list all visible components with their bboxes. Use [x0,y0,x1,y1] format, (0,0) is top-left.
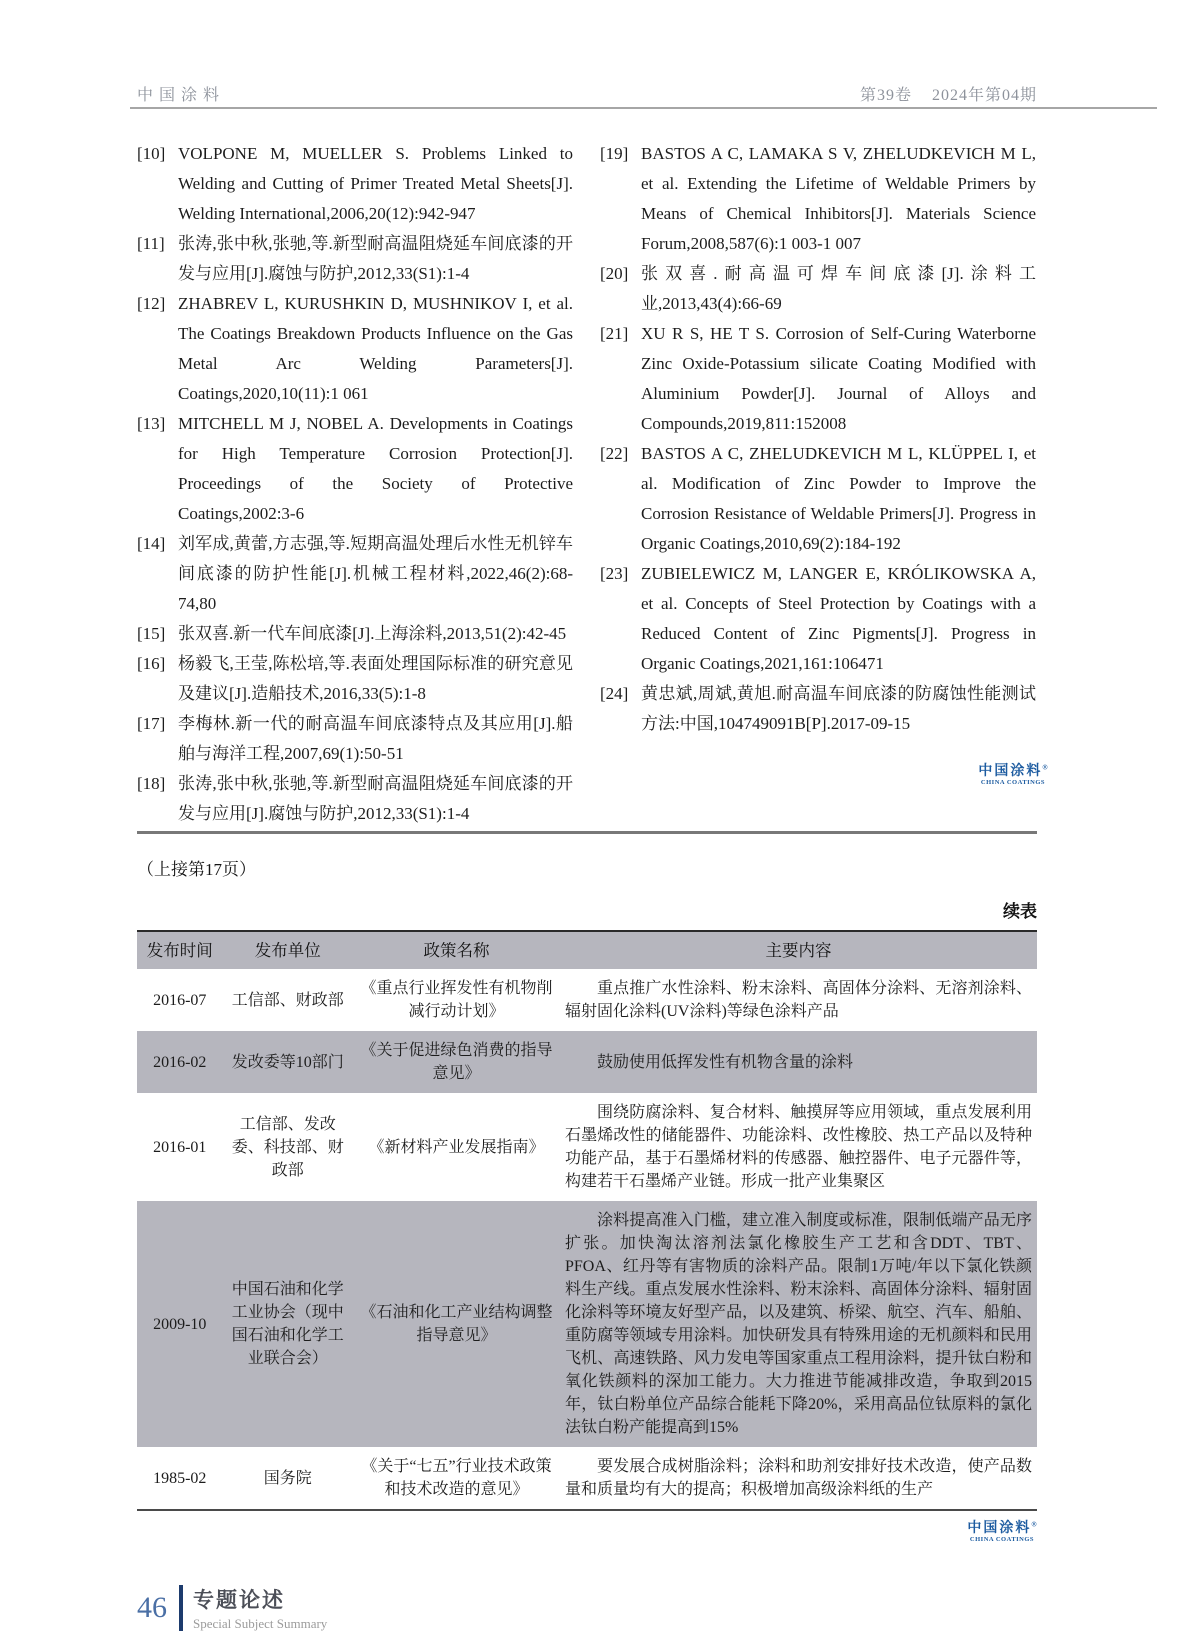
reference-item [600,139,1036,259]
reference-item [137,769,573,829]
trademark-mark: ® [1031,1520,1037,1529]
cell-policy: 《石油和化工产业结构调整指导意见》 [353,1201,560,1447]
reference-text: BASTOS A C, LAMAKA S V, ZHELUDKEVICH M L, et al. Extending the Lifetime of Weldable Primers by Means of Chemical Inhibitors[J]. Materials Science Forum,2008,587(6):1 003-1 007 [641,144,1036,253]
reference-number: [22] [600,444,629,463]
reference-number: [20] [600,264,629,283]
reference-list [137,139,1037,829]
cell-policy: 《重点行业挥发性有机物削减行动计划》 [360,980,553,1020]
reference-item [137,229,573,289]
reference-item [137,409,573,529]
reference-text: VOLPONE M, MUELLER S. Problems Linked to Welding and Cutting of Primer Treated Metal Sheets[J]. Welding International,2006,20(12):942-947 [178,144,573,223]
reference-item [137,709,573,769]
reference-item [600,439,1036,559]
reference-text: 张涛,张中秋,张驰,等.新型耐高温阻烧延车间底漆的开发与应用[J].腐蚀与防护,2012,33(S1):1-4 [178,774,573,823]
cell-policy: 《关于促进绿色消费的指导意见》 [353,1031,560,1093]
cell-org: 发改委等10部门 [223,1031,354,1093]
section-title-en: Special Subject Summary [193,1615,328,1631]
section-title-cn: 专题论述 [193,1588,285,1612]
continued-table-section [137,831,1037,1632]
reference-text: 刘军成,黄蕾,方志强,等.短期高温处理后水性无机锌车间底漆的防护性能[J].机械工程材料,2022,46(2):68-74,80 [178,534,573,613]
reference-text: 张双喜.耐高温可焊车间底漆[J].涂料工业,2013,43(4):66-69 [641,264,1036,313]
reference-text: BASTOS A C, ZHELUDKEVICH M L, KLÜPPEL I, et al. Modification of Zinc Powder to Improve the Corrosion Resistance of Weldable Primers[J]. Progress in Organic Coatings,2010,69(2):184-192 [641,444,1036,553]
page-header [137,82,1037,105]
china-coatings-logo [967,1521,1037,1544]
reference-item [600,559,1036,679]
reference-text: MITCHELL M J, NOBEL A. Developments in Coatings for High Temperature Corrosion Protection[J]. Proceedings of the Society of Protective Coatings,2002:3-6 [178,414,573,523]
cell-org: 工信部、财政部 [231,991,344,1009]
reference-item [137,139,573,229]
reference-item [137,529,573,619]
reference-text: ZUBIELEWICZ M, LANGER E, KRÓLIKOWSKA A, et al. Concepts of Steel Protection by Coatings with a Reduced Content of Zinc Pigments[J]. Progress in Organic Coatings,2021,161:106471 [641,564,1036,673]
cell-policy: 《新材料产业发展指南》 [368,1138,545,1156]
reference-number: [19] [600,144,629,163]
cell-policy: 《关于“七五”行业技术政策和技术改造的意见》 [361,1458,552,1498]
reference-item [600,679,1036,739]
reference-number: [23] [600,564,629,583]
cell-date: 2016-02 [137,1031,223,1093]
logo-cn-text: 中国涂料® [978,763,1048,779]
reference-item [137,649,573,709]
reference-number: [13] [137,414,166,433]
volume-label: 第39卷 [859,87,912,104]
logo-cn-text: 中国涂料® [967,1520,1037,1536]
table-row [137,1447,1037,1510]
continuation-note: （上接第17页） [137,860,256,879]
reference-number: [18] [137,774,166,793]
reference-number: [10] [137,144,166,163]
column-header-date: 发布时间 [137,931,223,969]
footer-divider-bar [179,1585,183,1631]
page-footer [137,1584,1037,1632]
reference-text: XU R S, HE T S. Corrosion of Self-Curing Waterborne Zinc Oxide-Potassium silicate Coating Modified with Aluminium Powder[J]. Journal of Alloys and Compounds,2019,811:152008 [641,324,1036,433]
continued-table-label: 续表 [1003,902,1037,921]
reference-number: [15] [137,624,166,643]
reference-item [137,619,573,649]
cell-date: 2009-10 [137,1201,223,1447]
column-header-content: 主要内容 [560,931,1037,969]
reference-text: 杨毅飞,王莹,陈松培,等.表面处理国际标准的研究意见及建议[J].造船技术,2016,33(5):1-8 [178,654,573,703]
cell-content: 要发展合成树脂涂料；涂料和助剂安排好技术改造，使产品数量和质量均有大的提高；积极增加高级涂料纸的生产 [565,1458,1032,1498]
page-number: 46 [137,1590,167,1624]
table-row [137,1093,1037,1201]
cell-content: 涂料提高准入门槛，建立准入制度或标准，限制低端产品无序扩张。加快淘汰溶剂法氯化橡胶生产工艺和含DDT、TBT、PFOA、红丹等有害物质的涂料产品。限制1万吨/年以下氯化铁颜料生产线。重点发展水性涂料、粉末涂料、高固体分涂料、辐射固化涂料等环境友好型产品，以及建筑、桥梁、航空、汽车、船舶、重防腐等领域专用涂料。加快研发具有特殊用途的无机颜料和民用飞机、高速铁路、风力发电等国家重点工程用涂料，提升钛白粉和氧化铁颜料的深加工能力。大力推进节能减排改造，争取到2015年，钛白粉单位产品综合能耗下降20%，采用高品位钛原料的氯化法钛白粉产能提高到15% [560,1201,1037,1447]
issue-label: 2024年第04期 [931,87,1037,104]
table-row [137,969,1037,1031]
logo-en-text: CHINA COATINGS [969,1536,1035,1544]
column-header-policy: 政策名称 [353,931,560,969]
reference-number: [14] [137,534,166,553]
reference-number: [24] [600,684,629,703]
column-header-org: 发布单位 [223,931,354,969]
section-title-block [193,1584,327,1632]
table-header-row [137,931,1037,969]
trademark-mark: ® [1042,763,1048,772]
journal-name: 中国涂料 [137,87,226,104]
reference-text: 黄忠斌,周斌,黄旭.耐高温车间底漆的防腐蚀性能测试方法:中国,104749091B[P].2017-09-15 [641,684,1036,733]
cell-org: 工信部、发改委、科技部、财政部 [231,1115,344,1179]
cell-date: 2016-01 [153,1138,207,1156]
table-row [137,1201,1037,1447]
cell-org: 中国石油和化学工业协会（现中国石油和化学工业联合会） [223,1201,354,1447]
cell-content: 围绕防腐涂料、复合材料、触摸屏等应用领域，重点发展利用石墨烯改性的储能器件、功能涂料、改性橡胶、热工产品以及特种功能产品，基于石墨烯材料的传感器、触控器件、电子元器件等，构建若干石墨烯产业链。形成一批产业集聚区 [565,1104,1032,1190]
reference-number: [11] [137,234,165,253]
logo-en-text: CHINA COATINGS [980,779,1046,787]
reference-number: [16] [137,654,166,673]
reference-number: [21] [600,324,629,343]
reference-column-right [600,139,1036,829]
cell-content: 重点推广水性涂料、粉末涂料、高固体分涂料、无溶剂涂料、辐射固化涂料(UV涂料)等绿色涂料产品 [565,980,1032,1020]
header-rule [130,107,1157,109]
policy-table [137,930,1037,1511]
cell-date: 2016-07 [153,991,207,1009]
china-coatings-logo [978,764,1048,787]
reference-item [137,289,573,409]
reference-number: [12] [137,294,166,313]
reference-text: 张双喜.新一代车间底漆[J].上海涂料,2013,51(2):42-45 [178,624,567,643]
reference-item [600,259,1036,319]
reference-item [600,319,1036,439]
issue-info [860,82,1037,105]
reference-column-left [137,139,573,829]
reference-text: 李梅林.新一代的耐高温车间底漆特点及其应用[J].船舶与海洋工程,2007,69(1):50-51 [178,714,573,763]
table-row [137,1031,1037,1093]
reference-text: 张涛,张中秋,张驰,等.新型耐高温阻烧延车间底漆的开发与应用[J].腐蚀与防护,2012,33(S1):1-4 [178,234,573,283]
cell-date: 1985-02 [153,1469,207,1487]
reference-text: ZHABREV L, KURUSHKIN D, MUSHNIKOV I, et al. The Coatings Breakdown Products Influence on the Gas Metal Arc Welding Parameters[J]. Coatings,2020,10(11):1 061 [178,294,573,403]
section-divider [137,831,1037,834]
cell-content: 鼓励使用低挥发性有机物含量的涂料 [560,1031,1037,1093]
reference-number: [17] [137,714,166,733]
cell-org: 国务院 [263,1469,312,1487]
